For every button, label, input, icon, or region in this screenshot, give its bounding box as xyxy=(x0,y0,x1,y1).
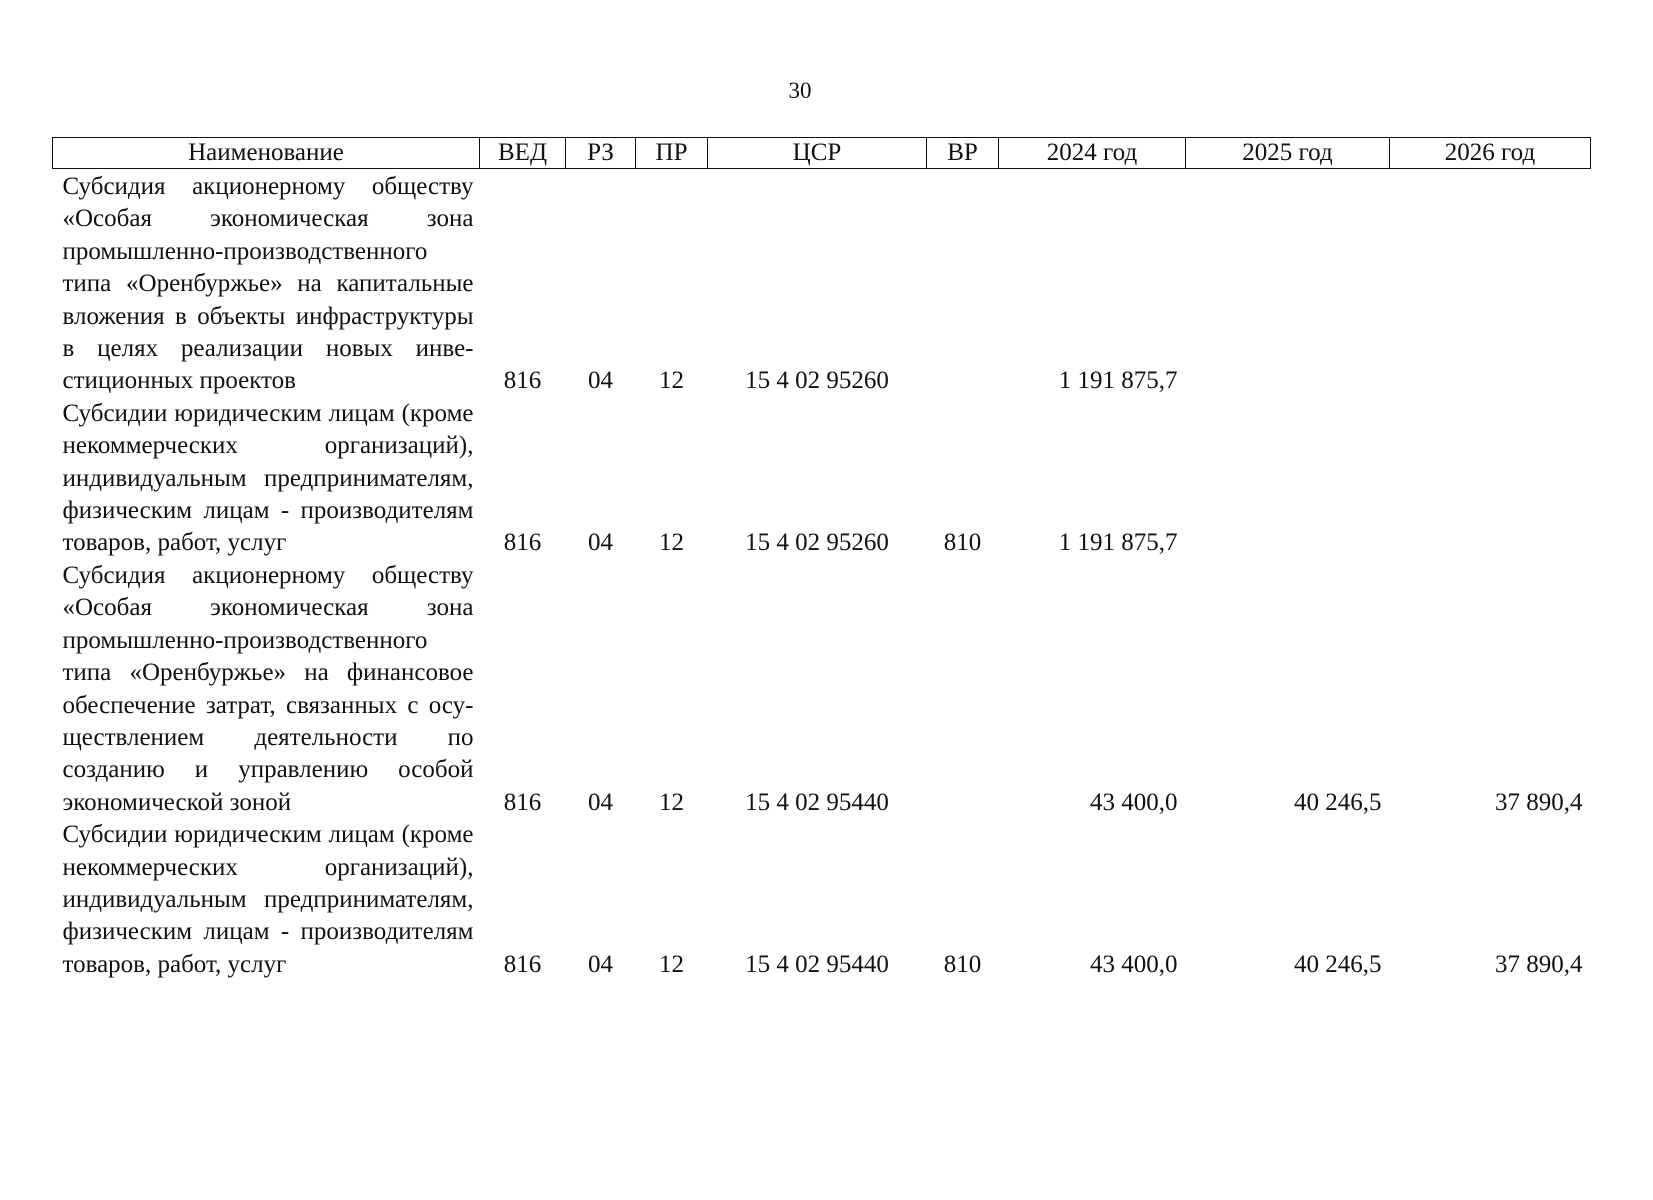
cell-2024: 1 191 875,7 xyxy=(1058,529,1178,557)
cell-csr: 15 4 02 95260 xyxy=(745,529,889,557)
cell-ved: 816 xyxy=(503,367,542,395)
cell-vr: 810 xyxy=(943,950,982,978)
cell-2025: 40 246,5 xyxy=(1294,788,1382,816)
cell-2025 xyxy=(1186,398,1390,560)
cell-csr: 15 4 02 95260 xyxy=(745,367,889,395)
cell-pr: 12 xyxy=(659,367,684,395)
cell-name: Субсидии юридическим лицам (кроме некоммерческих организаций), индивидуальным предпринимателям, физическим лицам - производителям товаров, работ, услуг xyxy=(62,821,474,978)
cell-ved: 816 xyxy=(503,788,542,816)
cell-2026: 37 890,4 xyxy=(1495,950,1583,978)
cell-pr: 12 xyxy=(659,788,684,816)
header-2024: 2024 год xyxy=(999,138,1186,169)
cell-2026 xyxy=(1390,398,1591,560)
cell-rz: 04 xyxy=(588,788,613,816)
cell-vr: 810 xyxy=(943,529,982,557)
budget-table xyxy=(52,137,1591,981)
table-header xyxy=(53,138,1591,169)
cell-rz: 04 xyxy=(588,367,613,395)
cell-2024: 43 400,0 xyxy=(1090,788,1178,816)
header-2025: 2025 год xyxy=(1186,138,1390,169)
header-pr: ПР xyxy=(636,138,708,169)
cell-rz: 04 xyxy=(588,950,613,978)
table-row xyxy=(53,398,1591,560)
cell-ved: 816 xyxy=(503,950,542,978)
table-body xyxy=(53,169,1591,982)
cell-pr: 12 xyxy=(659,950,684,978)
cell-2025: 40 246,5 xyxy=(1294,950,1382,978)
page-number: 30 xyxy=(788,78,812,103)
table-row xyxy=(53,560,1591,819)
header-row xyxy=(53,138,1591,169)
cell-2024: 43 400,0 xyxy=(1090,950,1178,978)
table-row xyxy=(53,819,1591,981)
cell-2026 xyxy=(1390,169,1591,398)
cell-pr: 12 xyxy=(659,529,684,557)
header-vr: ВР xyxy=(927,138,999,169)
cell-csr: 15 4 02 95440 xyxy=(745,788,889,816)
header-2026: 2026 год xyxy=(1390,138,1591,169)
cell-2026: 37 890,4 xyxy=(1495,788,1583,816)
cell-csr: 15 4 02 95440 xyxy=(745,950,889,978)
table-row xyxy=(53,169,1591,398)
cell-2024: 1 191 875,7 xyxy=(1058,367,1178,395)
cell-vr xyxy=(927,560,999,819)
cell-2025 xyxy=(1186,169,1390,398)
header-ved: ВЕД xyxy=(480,138,566,169)
cell-vr xyxy=(927,169,999,398)
cell-name: Субсидия акционерному обществу «Особая экономическая зона промышленно-производственного типа «Оренбуржье» на финансовое обеспечение затрат, связанных с осуществлением деятельности по созданию и управлению особой экономической зоной xyxy=(62,561,474,816)
header-csr: ЦСР xyxy=(708,138,927,169)
cell-name: Субсидии юридическим лицам (кроме некоммерческих организаций), индивидуальным предпринимателям, физическим лицам - производителям товаров, работ, услуг xyxy=(62,399,474,557)
cell-ved: 816 xyxy=(503,529,542,557)
cell-rz: 04 xyxy=(588,529,613,557)
header-rz: РЗ xyxy=(566,138,636,169)
header-name: Наименование xyxy=(53,138,480,169)
cell-name: Субсидия акционерному обществу «Особая экономическая зона промышленно-производственного типа «Оренбуржье» на капитальные вложения в объекты инфраструктуры в целях реализации новых инвестиционных проектов xyxy=(62,173,474,395)
